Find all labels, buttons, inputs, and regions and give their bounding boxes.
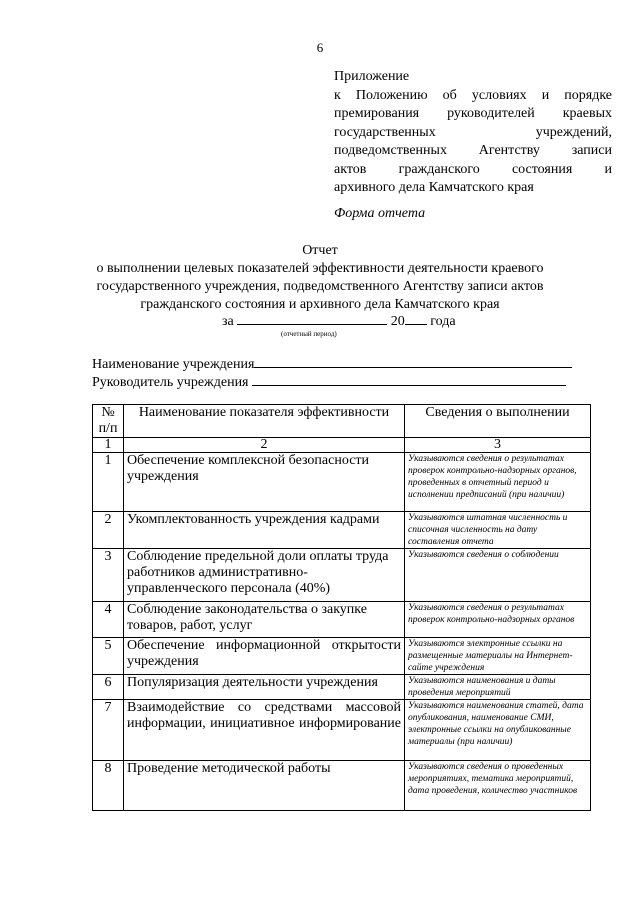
institution-blank-field[interactable] [254, 355, 572, 368]
appendix-line: подведомственных Агентству записи [334, 143, 612, 158]
row-indicator: Укомплектованность учреждения кадрами [124, 512, 405, 549]
report-title: Отчет [302, 243, 338, 258]
head-blank-field[interactable] [252, 373, 566, 386]
row-number: 4 [93, 602, 124, 638]
row-info: Указываются наименования и даты проведения мероприятий [405, 675, 591, 700]
row-indicator: Взаимодействие со средствами массовой информации, инициативное информирование [124, 700, 405, 761]
appendix-block [334, 68, 612, 198]
head-field-row [92, 373, 566, 391]
row-info: Указываются сведения о проведенных мероприятиях, тематика мероприятий, дата проведения, количество участников [405, 761, 591, 811]
period-year-prefix: 20 [390, 314, 405, 329]
institution-label: Наименование учреждения [92, 357, 255, 372]
head-label: Руководитель учреждения [92, 375, 249, 390]
report-subtitle-line: гражданского состояния и архивного дела Камчатского края [140, 297, 500, 312]
form-label: Форма отчета [334, 206, 426, 221]
row-number: 2 [93, 512, 124, 549]
indicators-table [92, 404, 591, 811]
column-number: 1 [93, 438, 124, 453]
row-number: 1 [93, 453, 124, 512]
row-info: Указываются наименования статей, дата опубликования, наименование СМИ, электронные ссылки на опубликованные материалы (при наличии) [405, 700, 591, 761]
table-header-row [93, 405, 591, 438]
row-info: Указываются электронные ссылки на размещенные материалы на Интернет-сайте учреждения [405, 638, 591, 675]
row-number: 6 [93, 675, 124, 700]
institution-field-row [92, 355, 572, 373]
table-row [93, 638, 591, 675]
appendix-line: государственных учреждений, [334, 124, 612, 140]
table-row [93, 700, 591, 761]
row-info: Указываются штатная численность и списочная численность на дату составления отчета [405, 512, 591, 549]
table-row [93, 549, 591, 602]
table-row [93, 761, 591, 811]
table-row [93, 602, 591, 638]
page-number: 6 [316, 40, 324, 55]
row-indicator: Обеспечение комплексной безопасности учреждения [124, 453, 405, 512]
header-info: Сведения о выполнении [405, 405, 591, 438]
row-info: Указываются сведения о соблюдении [405, 549, 591, 602]
table-row [93, 453, 591, 512]
column-numbers-row [93, 438, 591, 453]
row-info: Указываются сведения о результатах проверок контрольно-надзорных органов, проведенных в отчетный период и исполнении предписаний (при наличии) [405, 453, 591, 512]
table-row [93, 675, 591, 700]
header-indicator: Наименование показателя эффективности [124, 405, 405, 438]
period-blank-field[interactable] [237, 312, 387, 325]
report-subtitle-line: государственного учреждения, подведомственного Агентству записи актов [96, 279, 544, 294]
period-line [222, 312, 522, 330]
year-blank-field[interactable] [405, 312, 427, 325]
row-indicator: Популяризация деятельности учреждения [124, 675, 405, 700]
row-number: 3 [93, 549, 124, 602]
row-info: Указываются сведения о результатах проверок контрольно-надзорных органов [405, 602, 591, 638]
appendix-line: Приложение [334, 69, 410, 84]
row-number: 7 [93, 700, 124, 761]
row-number: 5 [93, 638, 124, 675]
appendix-line: актов гражданского состояния и [334, 161, 612, 177]
row-number: 8 [93, 761, 124, 811]
row-indicator: Соблюдение предельной доли оплаты труда работников административно-управленческого персонала (40%) [124, 549, 405, 602]
report-subtitle-line: о выполнении целевых показателей эффективности деятельности краевого [96, 261, 544, 276]
header-number: № п/п [93, 405, 124, 438]
column-number: 3 [405, 438, 591, 453]
appendix-line: к Положению об условиях и порядке [334, 87, 612, 103]
row-indicator: Обеспечение информационной открытости учреждения [124, 638, 405, 675]
row-indicator: Соблюдение законодательства о закупке товаров, работ, услуг [124, 602, 405, 638]
row-indicator: Проведение методической работы [124, 761, 405, 811]
appendix-line: премирования руководителей краевых [334, 106, 612, 121]
column-number: 2 [124, 438, 405, 453]
appendix-line: архивного дела Камчатского края [334, 180, 534, 195]
period-suffix: года [430, 314, 456, 329]
period-hint: (отчетный период) [281, 330, 337, 338]
report-heading [0, 242, 640, 314]
table-row [93, 512, 591, 549]
period-prefix: за [222, 314, 234, 329]
